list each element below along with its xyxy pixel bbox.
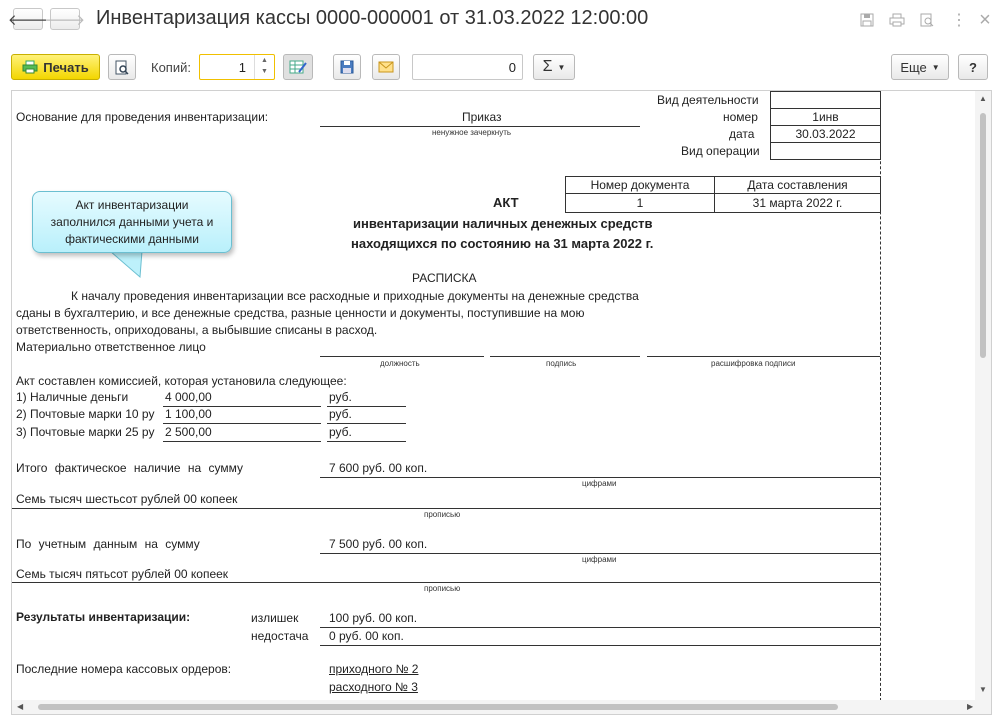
spreadsheet-document[interactable]	[11, 90, 992, 715]
copies-value: 1	[238, 60, 246, 75]
scroll-right-icon[interactable]: ▶	[967, 702, 974, 711]
item-value: 4 000,00	[165, 390, 212, 404]
books-underline	[320, 553, 880, 554]
actual-words-underline	[12, 508, 880, 509]
surplus-label: излишек	[251, 611, 299, 625]
responsible-label: Материально ответственное лицо	[16, 340, 206, 354]
item-unit-underline	[327, 423, 406, 424]
basis-underline	[320, 126, 640, 127]
callout-line: Акт инвентаризации	[75, 198, 189, 212]
copies-stepper[interactable]: ▲ ▼	[254, 55, 274, 79]
spreadsheet-edit-icon	[289, 60, 307, 74]
sum-value: 0	[508, 60, 516, 75]
vertical-scroll-thumb[interactable]	[980, 113, 986, 358]
item-unit: руб.	[329, 390, 352, 404]
actual-value: 7 600 руб. 00 коп.	[329, 461, 428, 475]
date-cell: 30.03.2022	[770, 125, 881, 143]
basis-label: Основание для проведения инвентаризации:	[16, 110, 269, 124]
scroll-up-icon[interactable]: ▲	[979, 94, 987, 103]
horizontal-scrollbar[interactable]	[12, 700, 991, 714]
digits-note: цифрами	[582, 555, 617, 564]
results-label: Результаты инвентаризации:	[16, 610, 191, 624]
callout-line: заполнился данными учета и	[50, 215, 214, 229]
receipt-text-line3: ответственность, оприходованы, а выбывшие списаны в расход.	[16, 323, 378, 337]
doc-number-value: 1	[565, 193, 715, 213]
sigma-icon: Σ	[542, 58, 553, 75]
item-unit-underline	[327, 441, 406, 442]
scroll-down-icon[interactable]: ▼	[979, 685, 987, 694]
doc-date-header: Дата составления	[714, 176, 881, 194]
operation-label: Вид операции	[681, 144, 760, 158]
position-line	[320, 356, 484, 357]
edit-spreadsheet-button[interactable]	[283, 54, 313, 80]
position-note: должность	[380, 359, 420, 368]
shortage-value: 0 руб. 00 коп.	[329, 629, 404, 643]
act-title: АКТ	[493, 195, 519, 210]
printer-icon	[22, 60, 38, 74]
incoming-order: приходного № 2	[329, 662, 419, 676]
books-label: По учетным данным на сумму	[16, 537, 200, 551]
operation-cell	[770, 142, 881, 160]
actual-words: Семь тысяч шестьсот рублей 00 копеек	[16, 492, 238, 506]
item-underline	[163, 441, 321, 442]
window-title: Инвентаризация кассы 0000-000001 от 31.03.2022 12:00:00	[96, 7, 649, 29]
signature-note: подпись	[546, 359, 577, 368]
copies-label: Копий:	[151, 60, 191, 75]
activity-label: Вид деятельности	[657, 93, 759, 107]
preview-icon[interactable]	[918, 11, 936, 29]
item-label: 1) Наличные деньги	[16, 390, 129, 404]
books-words-underline	[12, 582, 880, 583]
surplus-underline	[320, 627, 880, 628]
last-orders-label: Последние номера кассовых ордеров:	[16, 662, 232, 676]
chevron-down-icon: ▼	[931, 62, 940, 72]
title-bar	[0, 0, 1004, 42]
digits-note: цифрами	[582, 479, 617, 488]
basis-value: Приказ	[462, 110, 502, 124]
shortage-label: недостача	[251, 629, 309, 643]
save-button[interactable]	[333, 54, 361, 80]
number-label: номер	[723, 110, 758, 124]
item-label: 3) Почтовые марки 25 ру	[16, 425, 155, 439]
words-note: прописью	[424, 584, 461, 593]
back-button[interactable]	[7, 8, 49, 30]
send-email-button[interactable]	[372, 54, 400, 80]
actual-underline	[320, 477, 880, 478]
callout-note	[32, 191, 232, 253]
preview-button[interactable]	[108, 54, 136, 80]
close-icon[interactable]: ×	[979, 8, 991, 31]
print-icon[interactable]	[888, 11, 906, 29]
shortage-underline	[320, 645, 880, 646]
actual-label: Итого фактическое наличие на сумму	[16, 461, 244, 475]
decode-note: расшифровка подписи	[711, 359, 796, 368]
horizontal-scroll-thumb[interactable]	[38, 704, 838, 710]
receipt-text-line2: сданы в бухгалтерию, и все денежные средства, разные ценности и документы, поступившие на мою	[16, 306, 585, 320]
sum-field[interactable]	[412, 54, 523, 80]
arrow-left-icon: 🡐	[7, 11, 49, 29]
books-words: Семь тысяч пятьсот рублей 00 копеек	[16, 567, 229, 581]
number-cell: 1инв	[770, 108, 881, 126]
words-note: прописью	[424, 510, 461, 519]
doc-number-header: Номер документа	[565, 176, 715, 194]
arrow-right-icon: 🡒	[44, 11, 86, 29]
more-button[interactable]	[891, 54, 949, 80]
receipt-title: РАСПИСКА	[412, 271, 477, 285]
sum-mode-button[interactable]	[533, 54, 575, 80]
vertical-scrollbar[interactable]	[975, 91, 991, 701]
print-button[interactable]	[11, 54, 100, 80]
books-value: 7 500 руб. 00 коп.	[329, 537, 428, 551]
act-date-line: находящихся по состоянию на 31 марта 2022 г.	[351, 236, 654, 251]
surplus-value: 100 руб. 00 коп.	[329, 611, 418, 625]
help-icon: ?	[969, 59, 977, 75]
toolbar	[0, 50, 1004, 86]
signature-line	[490, 356, 640, 357]
print-label: Печать	[43, 59, 89, 75]
item-unit: руб.	[329, 425, 352, 439]
item-value: 2 500,00	[165, 425, 212, 439]
save-icon[interactable]	[858, 11, 876, 29]
act-subtitle: инвентаризации наличных денежных средств	[353, 216, 653, 231]
copies-input[interactable]	[199, 54, 275, 80]
callout-line: фактическими данными	[65, 232, 199, 246]
envelope-icon	[378, 61, 394, 73]
receipt-text-line1: К началу проведения инвентаризации все расходные и приходные документы на денежные средства	[71, 289, 639, 303]
more-icon[interactable]: ⋮	[951, 12, 967, 29]
item-value: 1 100,00	[165, 407, 212, 421]
item-underline	[163, 423, 321, 424]
item-label: 2) Почтовые марки 10 ру	[16, 407, 155, 421]
save-icon	[340, 60, 354, 74]
date-label: дата	[729, 127, 755, 141]
preview-icon	[115, 60, 129, 75]
help-button[interactable]	[958, 54, 988, 80]
doc-date-value: 31 марта 2022 г.	[714, 193, 881, 213]
forward-button[interactable]	[44, 8, 86, 30]
activity-cell	[770, 91, 881, 109]
decode-line	[647, 356, 880, 357]
more-label: Еще	[900, 59, 927, 75]
outgoing-order: расходного № 3	[329, 680, 418, 694]
chevron-down-icon: ▼	[557, 62, 566, 72]
item-unit: руб.	[329, 407, 352, 421]
scroll-left-icon[interactable]: ◀	[17, 702, 24, 711]
commission-intro: Акт составлен комиссией, которая установила следующее:	[16, 374, 347, 388]
basis-note: ненужное зачеркнуть	[432, 128, 512, 137]
